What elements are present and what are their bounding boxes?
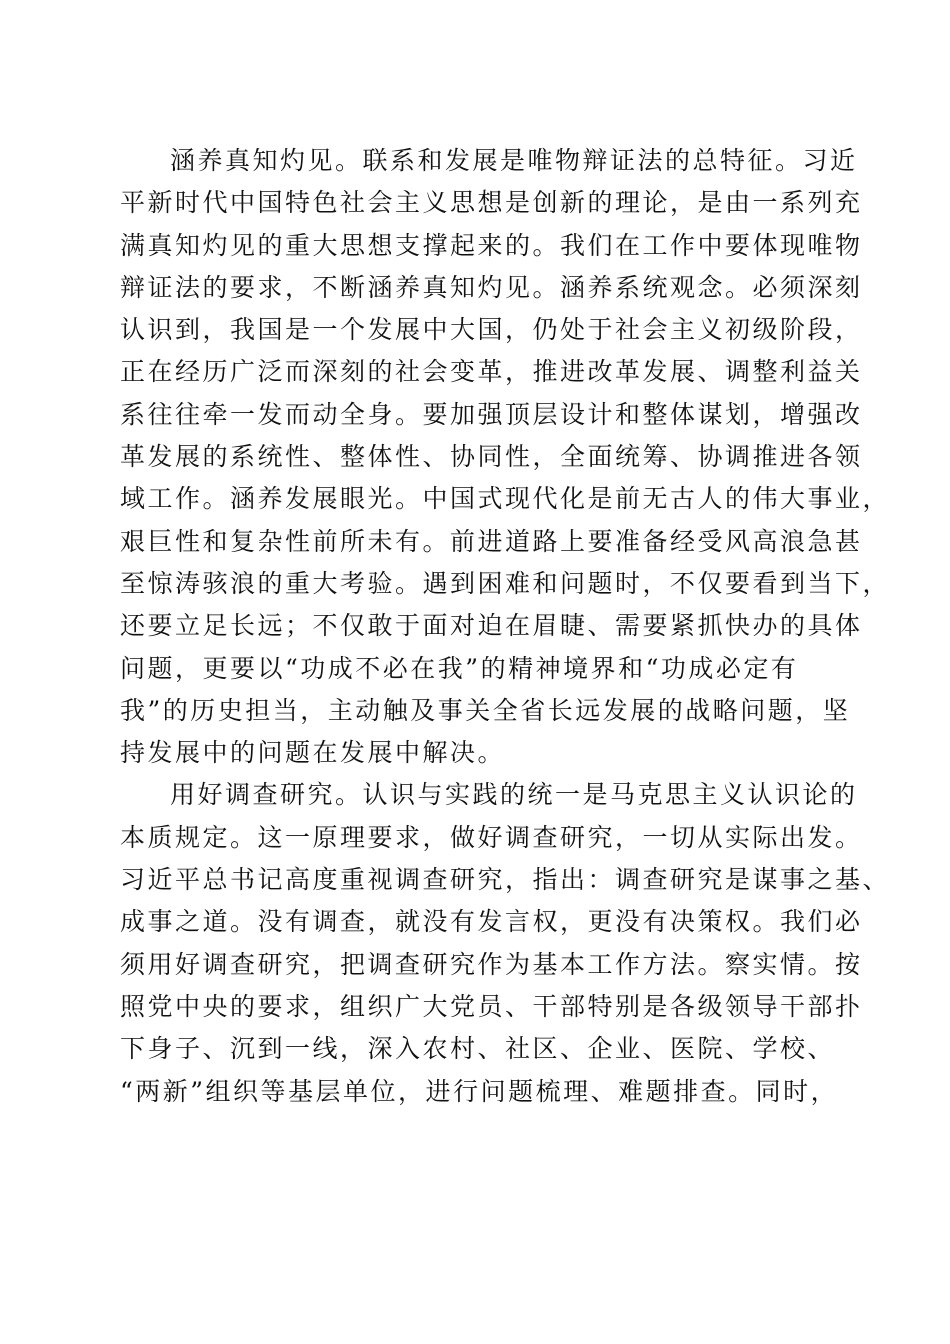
text-line: 辩证法的要求，不断涵养真知灼见。涵养系统观念。必须深刻	[120, 272, 863, 302]
text-line: 习近平总书记高度重视调查研究，指出：调查研究是谋事之基、	[120, 865, 891, 895]
text-line: 成事之道。没有调查，就没有发言权，更没有决策权。我们必	[120, 907, 863, 937]
text-line: 域工作。涵养发展眼光。中国式现代化是前无古人的伟大事业，	[120, 484, 891, 514]
body-text	[120, 140, 891, 1113]
text-line: 满真知灼见的重大思想支撑起来的。我们在工作中要体现唯物	[120, 230, 863, 260]
text-line: 本质规定。这一原理要求，做好调查研究，一切从实际出发。	[120, 822, 863, 852]
paragraph-2	[120, 774, 891, 1112]
text-line: 须用好调查研究，把调查研究作为基本工作方法。察实情。按	[120, 949, 863, 979]
text-line: 持发展中的问题在发展中解决。	[120, 738, 506, 768]
text-line: 至惊涛骇浪的重大考验。遇到困难和问题时，不仅要看到当下，	[120, 568, 891, 598]
text-line: 用好调查研究。认识与实践的统一是马克思主义认识论的	[170, 780, 858, 810]
text-line: 下身子、沉到一线，深入农村、社区、企业、医院、学校、	[120, 1034, 836, 1064]
text-line: 革发展的系统性、整体性、协同性，全面统筹、协调推进各领	[120, 442, 863, 472]
text-line: 涵养真知灼见。联系和发展是唯物辩证法的总特征。习近	[170, 146, 858, 175]
text-line: 我”的历史担当，主动触及事关全省长远发展的战略问题，坚	[120, 695, 851, 725]
text-line: 问题，更要以“功成不必在我”的精神境界和“功成必定有	[120, 653, 799, 683]
text-line: 认识到，我国是一个发展中大国，仍处于社会主义初级阶段，	[120, 315, 863, 345]
text-line: 照党中央的要求，组织广大党员、干部特别是各级领导干部扑	[120, 991, 863, 1021]
text-line: 艰巨性和复杂性前所未有。前进道路上要准备经受风高浪急甚	[120, 526, 863, 556]
text-line: 平新时代中国特色社会主义思想是创新的理论，是由一系列充	[120, 188, 863, 218]
text-line: 还要立足长远；不仅敢于面对迫在眉睫、需要紧抓快办的具体	[120, 611, 863, 641]
paragraph-1	[120, 140, 891, 774]
text-line: 系往往牵一发而动全身。要加强顶层设计和整体谋划，增强改	[120, 399, 863, 429]
text-line: 正在经历广泛而深刻的社会变革，推进改革发展、调整利益关	[120, 357, 863, 387]
text-line: “两新”组织等基层单位，进行问题梳理、难题排查。同时，	[120, 1076, 839, 1106]
